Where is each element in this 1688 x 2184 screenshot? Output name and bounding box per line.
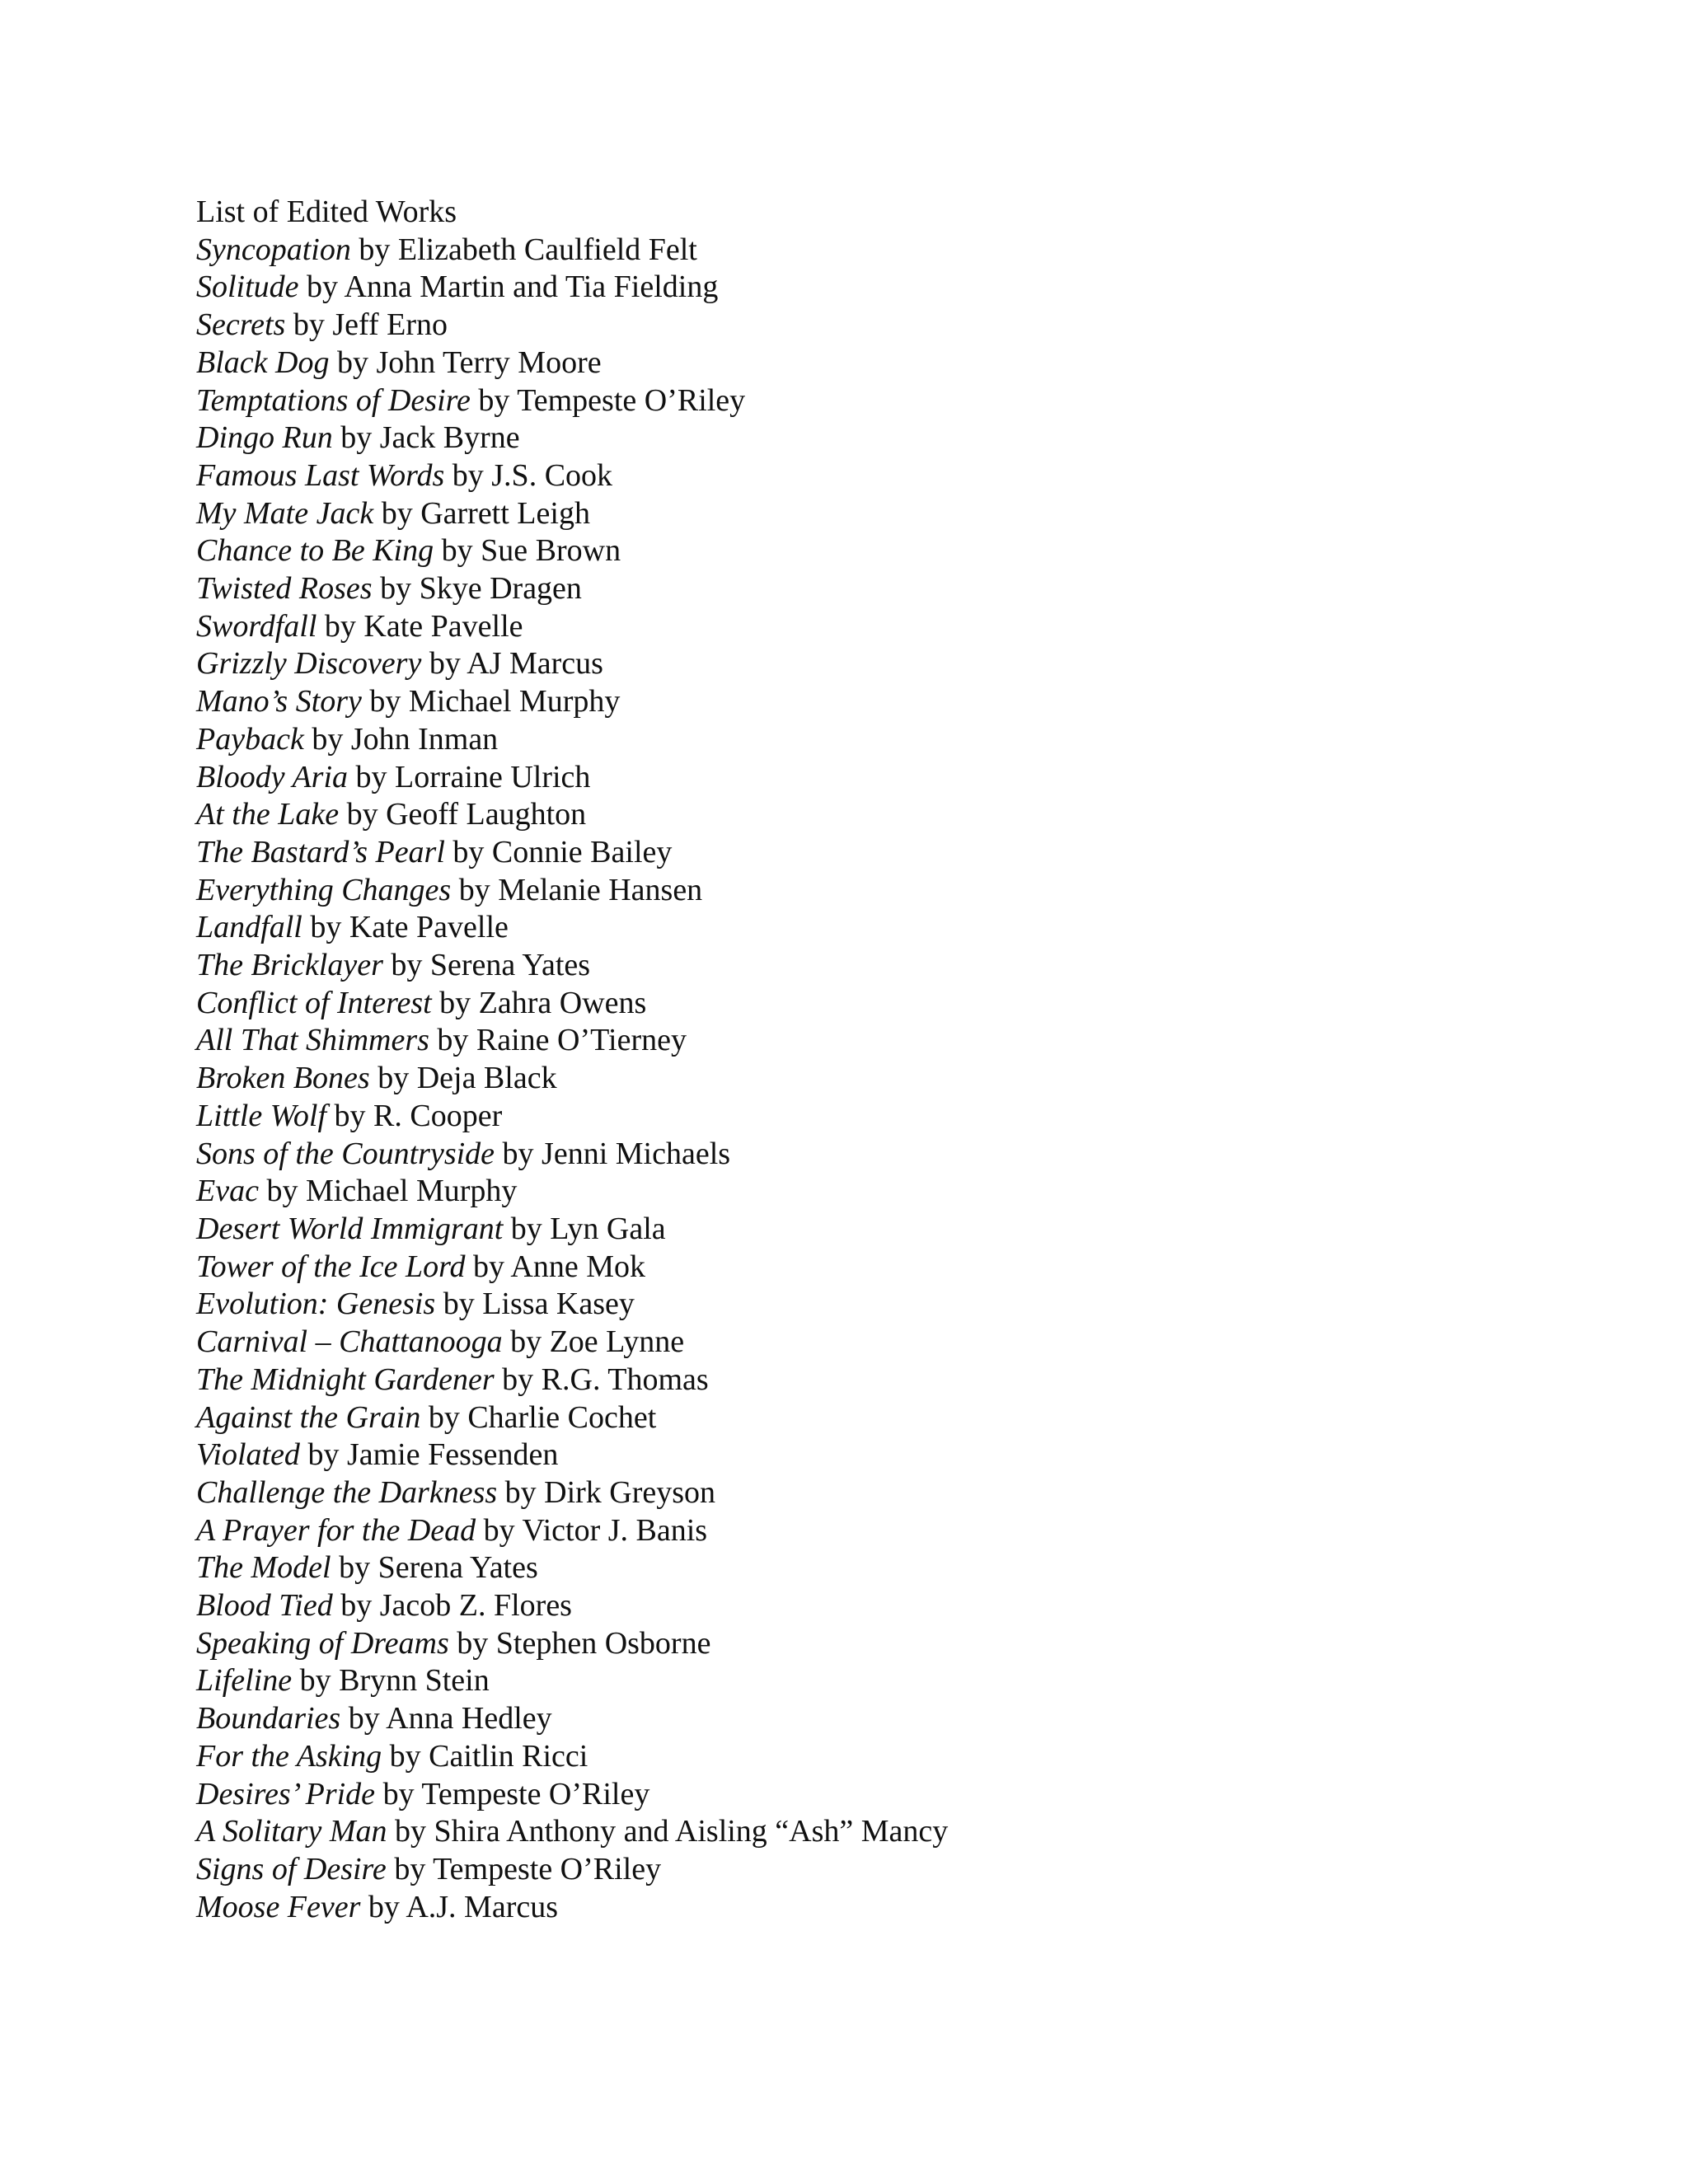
work-title: Signs of Desire (196, 1851, 387, 1886)
work-credit: by Anna Martin and Tia Fielding (298, 269, 719, 305)
work-title: Tower of the Ice Lord (196, 1249, 466, 1284)
work-credit: by Anne Mok (465, 1249, 646, 1284)
work-credit: by Jamie Fessenden (299, 1437, 559, 1473)
work-credit: by Anna Hedley (340, 1701, 552, 1736)
work-entry (196, 683, 1597, 721)
work-entry (196, 909, 1597, 947)
work-entry (196, 645, 1597, 683)
work-title: Moose Fever (196, 1889, 361, 1924)
work-credit: by Victor J. Banis (476, 1512, 708, 1548)
work-title: Desert World Immigrant (196, 1211, 504, 1246)
work-credit: by Melanie Hansen (451, 872, 703, 907)
work-credit: by Zahra Owens (431, 985, 647, 1020)
work-entry (196, 1211, 1597, 1249)
work-entry (196, 1098, 1597, 1136)
work-title: Sons of the Countryside (196, 1136, 495, 1171)
work-entry (196, 1889, 1597, 1927)
work-credit: by Shira Anthony and Aisling “Ash” Mancy (387, 1814, 949, 1849)
work-credit: by Charlie Cochet (420, 1399, 657, 1435)
work-title: Solitude (196, 269, 299, 305)
work-credit: by Dirk Greyson (497, 1474, 716, 1510)
work-credit: by Brynn Stein (292, 1663, 490, 1699)
work-credit: by Deja Black (369, 1061, 557, 1096)
work-title: Everything Changes (196, 872, 452, 907)
work-title: Grizzly Discovery (196, 646, 422, 682)
work-title: The Midnight Gardener (196, 1361, 495, 1397)
work-entry (196, 1060, 1597, 1098)
work-credit: by Tempeste O’Riley (375, 1776, 650, 1811)
work-entry (196, 232, 1597, 269)
work-title: Twisted Roses (196, 571, 373, 607)
work-credit: by Michael Murphy (361, 684, 621, 719)
work-entry (196, 495, 1597, 533)
work-entry (196, 796, 1597, 834)
work-entry (196, 721, 1597, 759)
work-entry (196, 307, 1597, 344)
work-credit: by John Terry Moore (329, 344, 602, 380)
work-entry (196, 759, 1597, 797)
work-credit: by R. Cooper (326, 1098, 503, 1133)
work-title: At the Lake (196, 797, 340, 832)
work-entry (196, 1022, 1597, 1060)
work-credit: by R.G. Thomas (494, 1361, 709, 1397)
work-credit: by Caitlin Ricci (382, 1738, 588, 1774)
work-entry (196, 1436, 1597, 1474)
work-title: My Mate Jack (196, 495, 374, 531)
work-title: Mano’s Story (196, 684, 362, 719)
work-credit: by AJ Marcus (421, 646, 603, 682)
work-credit: by J.S. Cook (444, 457, 613, 493)
work-credit: by Serena Yates (331, 1550, 538, 1586)
work-entry (196, 1625, 1597, 1663)
work-title: Blood Tied (196, 1588, 333, 1624)
work-entry (196, 1587, 1597, 1625)
work-entry (196, 1361, 1597, 1399)
work-title: The Bricklayer (196, 948, 383, 983)
work-credit: by Jeff Erno (285, 307, 448, 343)
page-title: List of Edited Works (196, 194, 457, 229)
work-credit: by Tempeste O’Riley (386, 1851, 662, 1886)
work-title: The Bastard’s Pearl (196, 834, 445, 869)
work-entry (196, 1286, 1597, 1324)
work-credit: by Elizabeth Caulfield Felt (350, 232, 697, 267)
work-credit: by Geoff Laughton (339, 797, 587, 832)
work-title: Little Wolf (196, 1098, 327, 1133)
work-entry (196, 1512, 1597, 1550)
work-credit: by Sue Brown (434, 533, 621, 569)
work-credit: by Kate Pavelle (302, 910, 509, 945)
work-entry (196, 985, 1597, 1023)
work-entry (196, 1474, 1597, 1512)
work-title: Chance to Be King (196, 533, 434, 569)
work-entry (196, 382, 1597, 420)
work-credit: by Lissa Kasey (435, 1286, 635, 1322)
work-title: The Model (196, 1550, 331, 1586)
work-title: Payback (196, 721, 304, 757)
work-entry (196, 834, 1597, 872)
work-entry (196, 1549, 1597, 1587)
work-title: Violated (196, 1437, 300, 1473)
work-title: All That Shimmers (196, 1023, 429, 1058)
work-entry (196, 1662, 1597, 1700)
work-title: Evac (196, 1174, 259, 1209)
work-entry (196, 1776, 1597, 1814)
work-credit: by A.J. Marcus (360, 1889, 559, 1924)
work-credit: by Connie Bailey (444, 834, 673, 869)
work-title: Syncopation (196, 232, 351, 267)
work-credit: by Jenni Michaels (495, 1136, 731, 1171)
work-entry (196, 947, 1597, 985)
work-entry (196, 1851, 1597, 1889)
work-title: Evolution: Genesis (196, 1286, 436, 1322)
work-entry (196, 872, 1597, 910)
work-title: Boundaries (196, 1701, 341, 1736)
work-credit: by Stephen Osborne (448, 1625, 711, 1661)
work-title: Bloody Aria (196, 759, 349, 794)
work-credit: by Serena Yates (382, 948, 591, 983)
work-entry (196, 1136, 1597, 1174)
work-entry (196, 1399, 1597, 1437)
work-title: Black Dog (196, 344, 330, 380)
work-title: Swordfall (196, 608, 317, 644)
work-title: Broken Bones (196, 1061, 370, 1096)
work-entry (196, 1249, 1597, 1286)
work-credit: by Zoe Lynne (502, 1324, 685, 1360)
work-credit: by John Inman (303, 721, 499, 757)
work-entry (196, 1813, 1597, 1851)
work-title: Secrets (196, 307, 286, 343)
work-entry (196, 532, 1597, 570)
work-title: Famous Last Words (196, 457, 445, 493)
work-title: A Prayer for the Dead (196, 1512, 476, 1548)
work-credit: by Lorraine Ulrich (348, 759, 591, 794)
work-title: Desires’ Pride (196, 1776, 376, 1811)
work-title: Carnival – Chattanooga (196, 1324, 503, 1360)
work-entry (196, 1324, 1597, 1361)
work-credit: by Garrett Leigh (373, 495, 590, 531)
work-title: Conflict of Interest (196, 985, 432, 1020)
work-title: For the Asking (196, 1738, 382, 1774)
work-credit: by Skye Dragen (372, 571, 582, 607)
work-title: Against the Grain (196, 1399, 421, 1435)
work-entry (196, 269, 1597, 307)
work-entry (196, 1700, 1597, 1738)
work-entry (196, 608, 1597, 646)
work-credit: by Michael Murphy (258, 1174, 518, 1209)
work-title: Lifeline (196, 1663, 293, 1699)
work-title: Dingo Run (196, 420, 333, 456)
work-title: Challenge the Darkness (196, 1474, 498, 1510)
work-credit: by Kate Pavelle (316, 608, 523, 644)
edited-works-list (196, 232, 1597, 1927)
work-entry (196, 1173, 1597, 1211)
work-entry (196, 344, 1597, 382)
work-credit: by Jacob Z. Flores (332, 1588, 572, 1624)
work-credit: by Jack Byrne (332, 420, 520, 456)
document-body (196, 194, 1597, 1926)
work-title: Temptations of Desire (196, 382, 471, 418)
work-title: Speaking of Dreams (196, 1625, 449, 1661)
work-title: A Solitary Man (196, 1814, 387, 1849)
work-title: Landfall (196, 910, 302, 945)
work-credit: by Lyn Gala (503, 1211, 666, 1246)
work-credit: by Raine O’Tierney (429, 1023, 687, 1058)
work-entry (196, 570, 1597, 608)
work-entry (196, 419, 1597, 457)
work-entry (196, 1738, 1597, 1776)
work-credit: by Tempeste O’Riley (470, 382, 746, 418)
work-entry (196, 457, 1597, 495)
